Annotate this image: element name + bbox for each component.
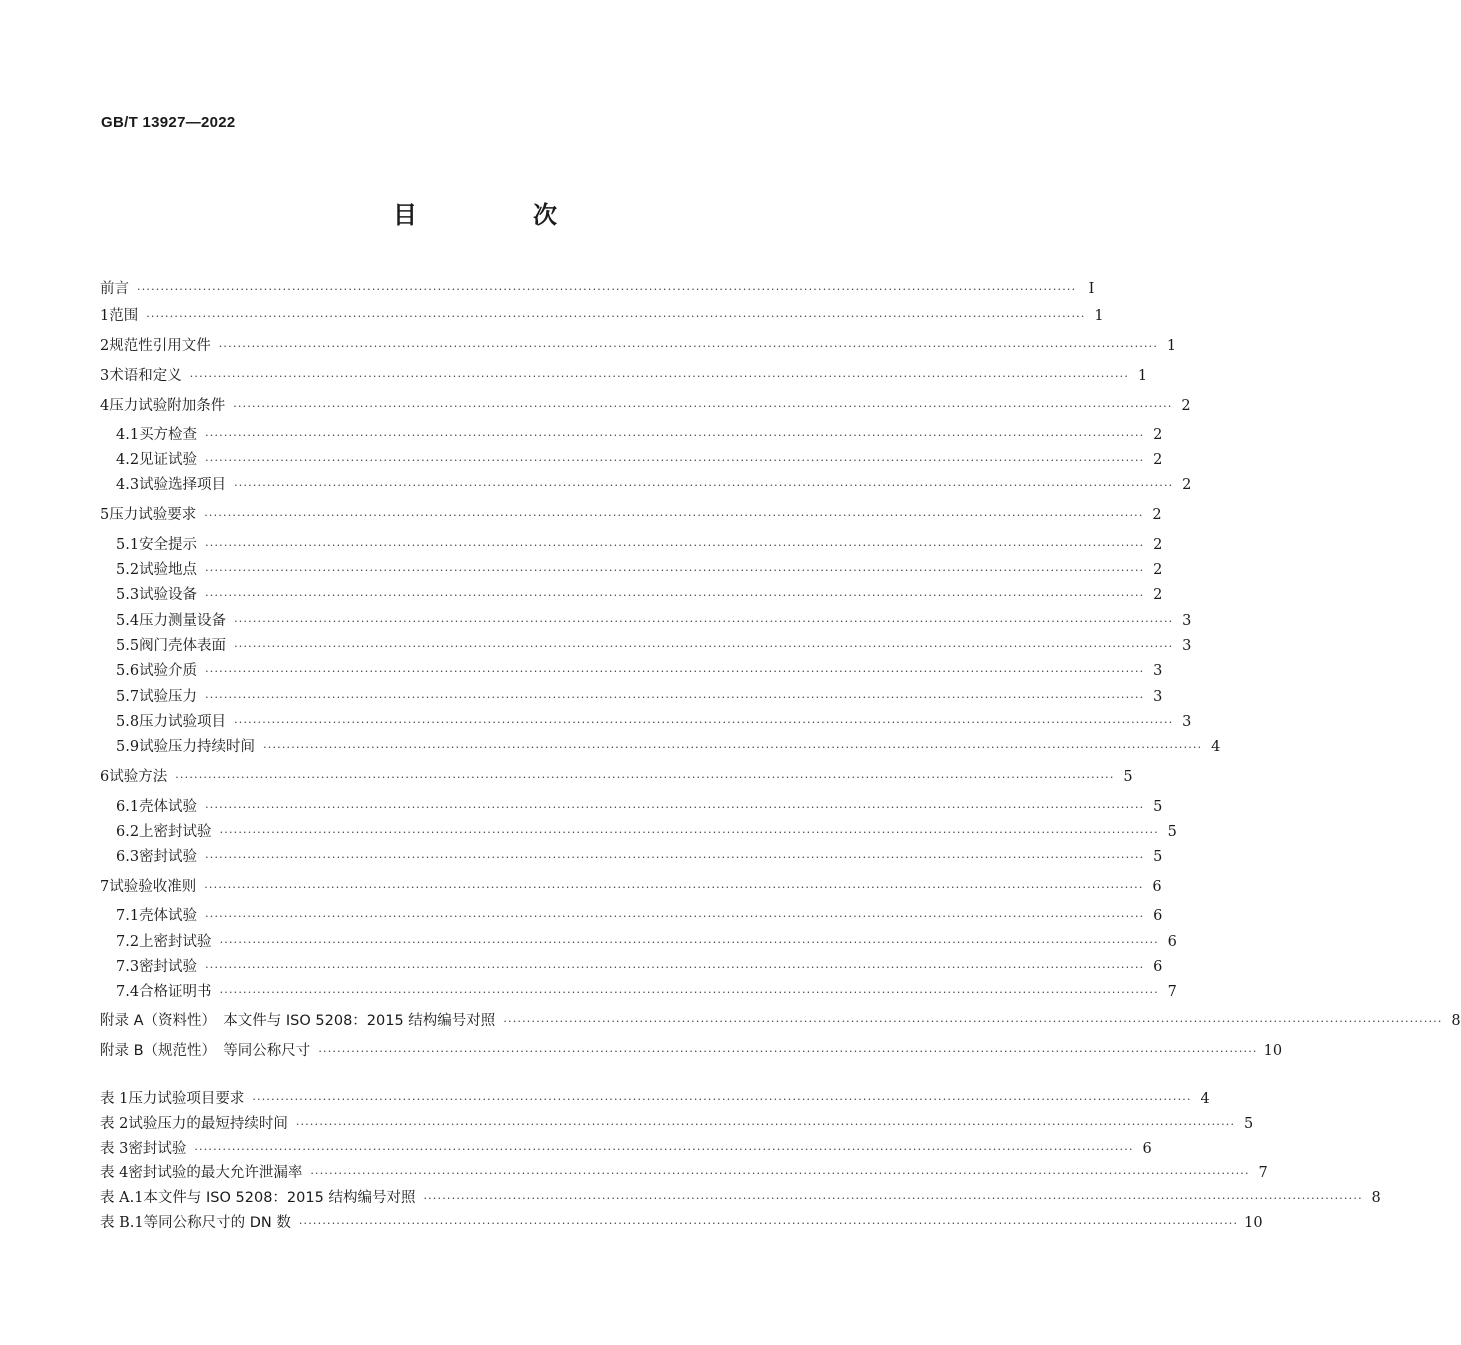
page-number: 3 [1153,689,1163,705]
toc-entry[interactable] [100,306,1104,327]
entry-number: 5.4 [116,613,140,629]
entry-title: 规范性引用文件 [109,338,211,354]
entry-title: 压力测量设备 [139,613,227,629]
toc-entry[interactable] [116,425,1163,446]
dot-leader: ········································································································································································································ [233,400,1173,413]
dot-leader: ········································································································································································································ [205,851,1145,864]
entry-title: 试验方法 [109,769,168,785]
entry-title: 密封试验的最大允许泄漏率 [128,1165,303,1181]
toc-entry[interactable] [116,687,1163,708]
page-number: 5 [1243,1116,1254,1132]
entry-number: 6.1 [116,799,140,815]
toc-entry[interactable] [116,475,1192,496]
dot-leader: ········································································································································································································ [234,640,1174,653]
toc-entry[interactable] [116,450,1163,471]
dot-leader: ········································································································································································································ [205,564,1145,577]
dot-leader: ········································································································································································································ [205,589,1145,602]
entry-number: 6.2 [116,824,140,840]
entry-title: 试验设备 [139,587,198,603]
page-number: 8 [1371,1190,1381,1206]
entry-number: 7.3 [116,959,140,975]
toc-entry[interactable] [116,797,1163,818]
entry-title: 试验选择项目 [139,477,227,493]
entry-number: 6.3 [116,849,140,865]
entry-number: 表 2 [100,1116,129,1132]
page-number: 5 [1153,849,1163,865]
dot-leader: ········································································································································································································ [234,615,1174,628]
entry-number: 4.3 [116,477,140,493]
page-number: 3 [1153,663,1163,679]
entry-title: 附录 B（规范性） 等同公称尺寸 [100,1043,311,1059]
page-number: 6 [1153,959,1163,975]
table-list-entry[interactable] [100,1089,1210,1110]
table-list-entry[interactable] [100,1213,1263,1234]
page-number: 6 [1167,934,1177,950]
table-list-entry[interactable] [100,1163,1268,1184]
toc-entry[interactable] [100,1041,1283,1062]
entry-number: 5.9 [116,739,140,755]
entry-title: 术语和定义 [109,368,182,384]
toc-entry[interactable] [116,932,1177,953]
entry-number: 4.2 [116,452,140,468]
dot-leader: ········································································································································································································ [219,936,1159,949]
toc-entry[interactable] [116,661,1163,682]
page-number: 8 [1451,1013,1461,1029]
dot-leader: ········································································································································································································ [263,741,1203,754]
entry-number: 5.5 [116,638,140,654]
toc-entry[interactable] [116,712,1192,733]
entry-title: 密封试验 [139,959,198,975]
entry-number: 6 [100,769,110,785]
toc-entry[interactable] [116,906,1163,927]
entry-number: 7.4 [116,984,140,1000]
entry-title: 附录 A（资料性） 本文件与 ISO 5208：2015 结构编号对照 [100,1013,496,1029]
page-number: 2 [1153,537,1163,553]
dot-leader: ········································································································································································································ [205,961,1145,974]
entry-number: 5.2 [116,562,140,578]
entry-title: 压力试验要求 [109,507,197,523]
toc-entry[interactable] [116,822,1177,843]
entry-title: 试验地点 [139,562,198,578]
toc-entry[interactable] [116,611,1192,632]
page-number: 2 [1153,427,1163,443]
entry-number: 5.1 [116,537,140,553]
entry-title: 本文件与 ISO 5208：2015 结构编号对照 [143,1190,416,1206]
dot-leader: ········································································································································································································ [503,1015,1443,1028]
entry-title: 见证试验 [139,452,198,468]
entry-title: 压力试验项目要求 [128,1091,245,1107]
page-title: 目 次 [393,201,603,229]
entry-number: 表 B.1 [100,1215,144,1231]
entry-number: 5.3 [116,587,140,603]
page-number: 2 [1181,398,1191,414]
entry-number: 7.2 [116,934,140,950]
page-number: 1 [1094,308,1104,324]
dot-leader: ········································································································································································································ [205,539,1145,552]
toc-entry[interactable] [116,847,1163,868]
page-number: 3 [1182,638,1192,654]
dot-leader: ········································································································································································································ [423,1192,1363,1205]
entry-title: 压力试验附加条件 [109,398,226,414]
entry-number: 4.1 [116,427,140,443]
entry-number: 7.1 [116,908,140,924]
toc-entry[interactable] [100,877,1162,898]
page-number: 3 [1182,613,1192,629]
dot-leader: ········································································································································································································ [295,1118,1236,1131]
dot-leader: ········································································································································································································ [189,370,1130,383]
page-number: Ⅰ [1088,281,1095,297]
entry-title: 压力试验项目 [139,714,227,730]
page-number: 1 [1137,368,1148,384]
toc-entry[interactable] [100,767,1133,788]
dot-leader: ········································································································································································································ [219,826,1159,839]
page-number: 10 [1263,1043,1283,1059]
toc-entry[interactable] [100,366,1148,387]
document-code: GB/T 13927—2022 [101,114,236,131]
dot-leader: ········································································································································································································ [310,1167,1250,1180]
entry-title: 密封试验 [128,1141,187,1157]
toc-entry[interactable] [100,505,1162,526]
toc-entry[interactable] [116,982,1177,1003]
dot-leader: ········································································································································································································ [234,716,1174,729]
entry-number: 表 1 [100,1091,129,1107]
entry-number: 5.8 [116,714,140,730]
dot-leader: ········································································································································································································ [205,454,1145,467]
table-list-entry[interactable] [100,1114,1254,1135]
dot-leader: ········································································································································································································ [146,310,1086,323]
dot-leader: ········································································································································································································ [234,479,1174,492]
dot-leader: ········································································································································································································ [204,509,1144,522]
dot-leader: ········································································································································································································ [298,1217,1239,1230]
dot-leader: ········································································································································································································ [205,691,1145,704]
entry-number: 表 A.1 [100,1190,144,1206]
page-number: 1 [1166,338,1177,354]
page-number: 10 [1244,1215,1263,1231]
toc-entry[interactable] [100,336,1177,357]
page-number: 2 [1153,452,1163,468]
entry-number: 表 4 [100,1165,129,1181]
entry-title: 试验介质 [139,663,198,679]
page-number: 5 [1123,769,1133,785]
dot-leader: ········································································································································································································ [205,429,1145,442]
table-list-entry[interactable] [100,1188,1381,1209]
dot-leader: ········································································································································································································ [318,1045,1258,1058]
dot-leader: ········································································································································································································ [137,283,1077,296]
page-number: 6 [1153,908,1163,924]
entry-title: 阀门壳体表面 [139,638,227,654]
dot-leader: ········································································································································································································ [252,1093,1192,1106]
page-number: 3 [1182,714,1192,730]
page-number: 7 [1258,1165,1268,1181]
entry-number: 4 [100,398,110,414]
page-number: 5 [1153,799,1163,815]
toc-entry[interactable] [116,535,1163,556]
toc-entry[interactable] [100,279,1095,300]
entry-number: 3 [100,368,110,384]
entry-number: 7 [100,879,110,895]
entry-title: 安全提示 [139,537,198,553]
toc-entry[interactable] [116,560,1163,581]
entry-title: 范围 [109,308,139,324]
entry-number: 5.7 [116,689,140,705]
dot-leader: ········································································································································································································ [205,665,1145,678]
entry-title: 试验验收准则 [109,879,197,895]
entry-title: 合格证明书 [139,984,212,1000]
page-number: 4 [1200,1091,1210,1107]
entry-title: 密封试验 [139,849,198,865]
toc-entry[interactable] [100,1011,1461,1032]
entry-number: 2 [100,338,110,354]
dot-leader: ········································································································································································································ [219,986,1159,999]
page-number: 4 [1211,739,1221,755]
dot-leader: ········································································································································································································ [205,910,1145,923]
page-number: 2 [1153,562,1163,578]
dot-leader: ········································································································································································································ [218,340,1159,353]
entry-title: 上密封试验 [139,934,212,950]
entry-number: 5 [100,507,110,523]
entry-number: 表 3 [100,1141,129,1157]
toc-entry[interactable] [116,957,1163,978]
entry-title: 试验压力 [139,689,198,705]
toc-entry[interactable] [116,585,1163,606]
toc-entry[interactable] [116,636,1192,657]
entry-title: 买方检查 [139,427,198,443]
dot-leader: ········································································································································································································ [204,881,1144,894]
entry-number: 1 [100,308,110,324]
entry-title: 壳体试验 [139,908,198,924]
page-number: 6 [1142,1141,1152,1157]
page-number: 2 [1153,587,1163,603]
toc-entry[interactable] [116,737,1221,758]
entry-title: 等同公称尺寸的 DN 数 [143,1215,291,1231]
table-list-entry[interactable] [100,1139,1152,1160]
entry-title: 上密封试验 [139,824,212,840]
entry-number: 5.6 [116,663,140,679]
page-number: 7 [1167,984,1177,1000]
page-number: 6 [1152,879,1162,895]
page-number: 5 [1167,824,1177,840]
dot-leader: ········································································································································································································ [175,771,1115,784]
toc-entry[interactable] [100,396,1191,417]
entry-title: 试验压力的最短持续时间 [128,1116,288,1132]
page-number: 2 [1182,477,1192,493]
entry-title: 试验压力持续时间 [139,739,256,755]
dot-leader: ········································································································································································································ [194,1143,1134,1156]
dot-leader: ········································································································································································································ [205,801,1145,814]
page-number: 2 [1152,507,1162,523]
entry-title: 前言 [100,281,129,297]
entry-title: 壳体试验 [139,799,198,815]
